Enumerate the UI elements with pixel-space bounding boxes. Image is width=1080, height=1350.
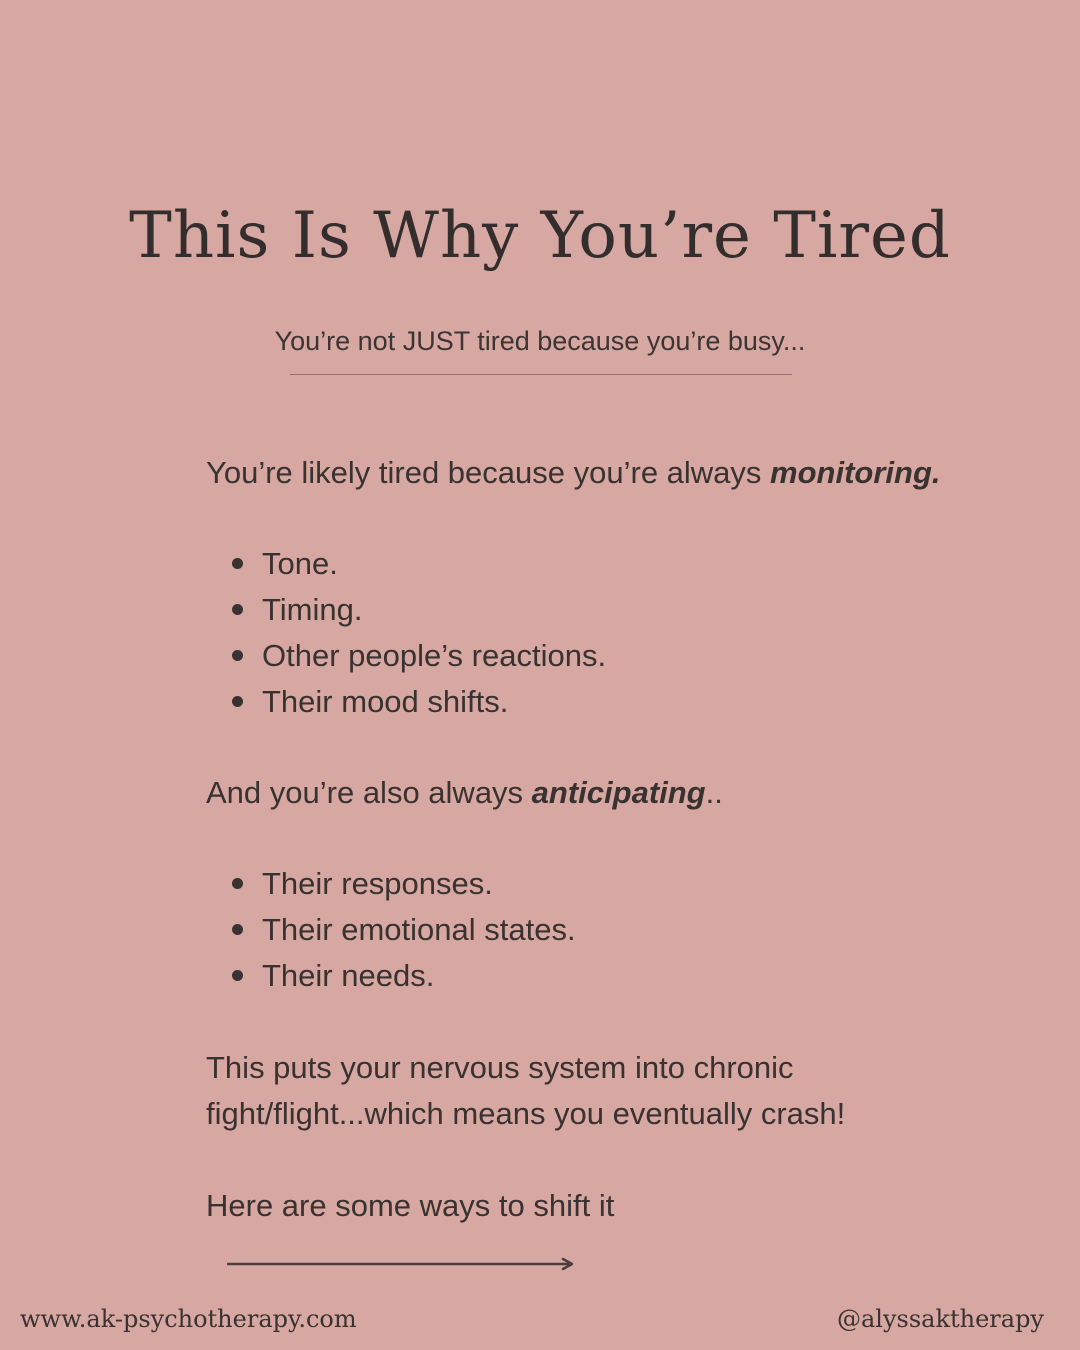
list-item-text: Their needs. [262, 958, 435, 993]
list-item-text: Their emotional states. [262, 912, 576, 947]
list-item [232, 587, 952, 633]
list-item [232, 541, 952, 587]
list-item [232, 679, 952, 725]
list-item-text: Timing. [262, 592, 363, 627]
monitoring-emphasis: monitoring. [770, 455, 941, 490]
list-item [232, 953, 952, 999]
anticipating-intro-prefix: And you’re also always [206, 775, 532, 810]
anticipating-list [232, 861, 952, 999]
website-link[interactable]: www.ak-psychotherapy.com [20, 1305, 357, 1333]
bullet-icon [232, 970, 243, 981]
list-item-text: Their responses. [262, 866, 493, 901]
arrow-right-icon[interactable] [227, 1254, 577, 1274]
list-item-text: Their mood shifts. [262, 684, 509, 719]
list-item [232, 861, 952, 907]
monitoring-list [232, 541, 952, 725]
bullet-icon [232, 878, 243, 889]
bullet-icon [232, 924, 243, 935]
monitoring-intro-prefix: You’re likely tired because you’re always [206, 455, 771, 490]
list-item-text: Other people’s reactions. [262, 638, 607, 673]
bullet-icon [232, 558, 243, 569]
bullet-icon [232, 696, 243, 707]
conclusion-paragraph [206, 1045, 966, 1137]
anticipating-intro [206, 770, 966, 816]
list-item [232, 633, 952, 679]
subtitle: You’re not JUST tired because you’re busy... [274, 326, 806, 356]
list-item-text: Tone. [262, 546, 338, 581]
anticipating-emphasis: anticipating [531, 775, 706, 810]
list-item [232, 907, 952, 953]
bullet-icon [232, 650, 243, 661]
conclusion-line-1: This puts your nervous system into chronic [206, 1050, 794, 1085]
conclusion-line-2: fight/flight...which means you eventually crash! [206, 1096, 846, 1131]
monitoring-intro [206, 450, 966, 496]
title-divider [290, 374, 792, 375]
cta-text: Here are some ways to shift it [206, 1188, 615, 1223]
bullet-icon [232, 604, 243, 615]
anticipating-intro-suffix: .. [705, 775, 723, 810]
social-handle[interactable]: @alyssaktherapy [836, 1305, 1044, 1333]
page-title: This Is Why You’re Tired [129, 199, 951, 273]
